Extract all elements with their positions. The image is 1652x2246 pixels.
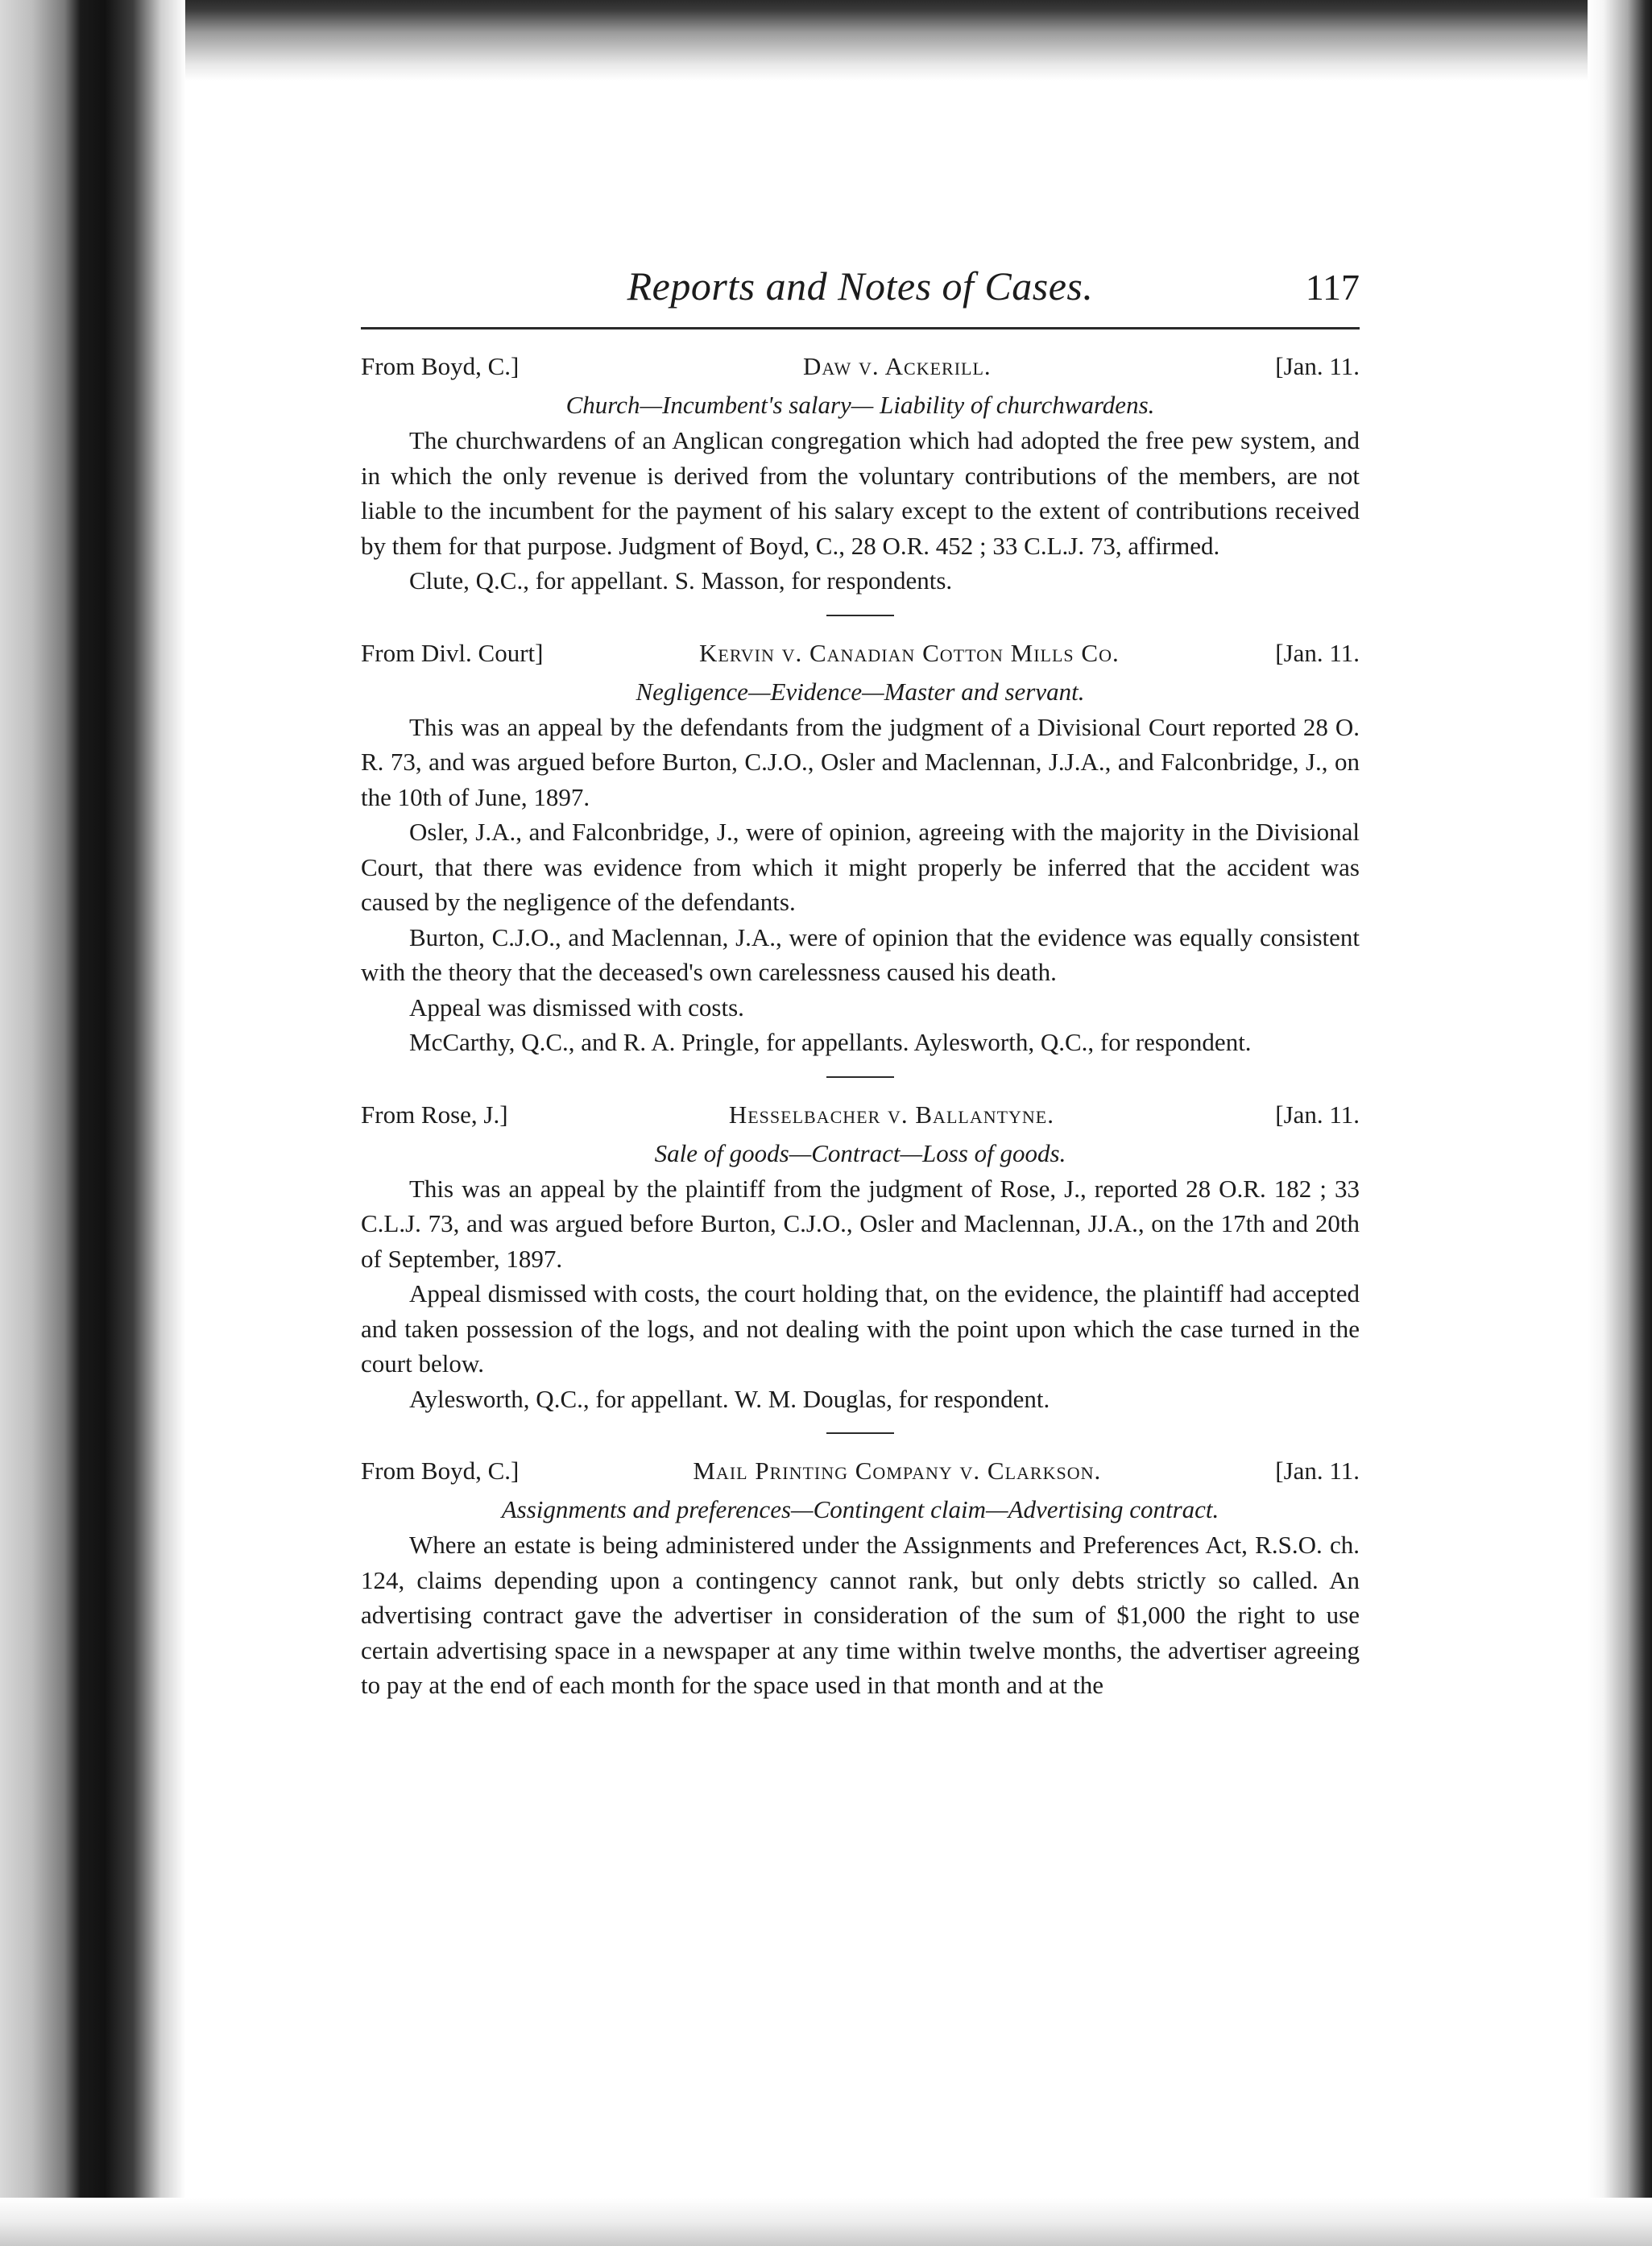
case-paragraph: Appeal was dismissed with costs. <box>409 992 744 1021</box>
case-paragraph: The churchwardens of an Anglican congregation which had adopted the free pew system, and in which the only revenue is derived from the voluntary contributions of the members, are not liable to the incumbent for the payment of his salary except to the extent of contributions received by them for that purpose. Judgment of Boyd, C., 28 O.R. 452 ; 33 C.L.J. 73, affirmed. <box>361 426 1360 560</box>
scan-shadow-right <box>1588 0 1652 2246</box>
scan-shadow-left <box>0 0 185 2246</box>
case-name: Hesselbacher v. Ballantyne. <box>728 1100 1054 1129</box>
case-paragraph: Osler, J.A., and Falconbridge, J., were of opinion, agreeing with the majority in the Divisional Court, that there was evidence from which it might properly be inferred that the accident was caused by the negligence of the defendants. <box>361 818 1360 916</box>
case-court: From Boyd, C.] <box>361 1457 520 1485</box>
document-page <box>361 258 1360 1703</box>
case-court: From Divl. Court] <box>361 638 544 667</box>
case-court: From Rose, J.] <box>361 1100 508 1129</box>
page-number: 117 <box>1305 267 1360 308</box>
case-entry <box>361 352 1360 599</box>
case-subject: Sale of goods—Contract—Loss of goods. <box>654 1138 1066 1167</box>
case-date: [Jan. 11. <box>1275 1457 1360 1485</box>
running-header <box>361 258 1360 329</box>
case-subject: Negligence—Evidence—Master and servant. <box>636 677 1085 706</box>
case-court: From Boyd, C.] <box>361 352 520 380</box>
case-subject: Assignments and preferences—Contingent claim—Advertising contract. <box>501 1495 1219 1523</box>
case-date: [Jan. 11. <box>1275 352 1360 380</box>
case-entry <box>361 1100 1360 1417</box>
case-subject: Church—Incumbent's salary— Liability of churchwardens. <box>565 391 1155 419</box>
case-counsel: Clute, Q.C., for appellant. S. Masson, for respondents. <box>409 566 953 595</box>
section-divider <box>826 1076 894 1078</box>
case-paragraph: Burton, C.J.O., and Maclennan, J.A., were of opinion that the evidence was equally consistent with the theory that the deceased's own carelessness caused his death. <box>361 922 1360 986</box>
case-heading <box>361 639 1360 671</box>
case-paragraph: Appeal dismissed with costs, the court holding that, on the evidence, the plaintiff had accepted and taken possession of the logs, and not dealing with the point upon which the case turned in the court below. <box>361 1279 1360 1378</box>
section-divider <box>826 615 894 616</box>
case-name: Daw v. Ackerill. <box>802 352 992 380</box>
case-date: [Jan. 11. <box>1275 1100 1360 1129</box>
case-heading <box>361 1100 1360 1133</box>
case-name: Mail Printing Company v. Clarkson. <box>693 1457 1102 1485</box>
scan-shadow-bottom <box>0 2198 1652 2246</box>
section-divider <box>826 1432 894 1434</box>
case-paragraph: Where an estate is being administered under the Assignments and Preferences Act, R.S.O. ch. 124, claims depending upon a contingency cannot rank, but only debts strictly so called. An advertising contract gave the advertiser in consideration of the sum of $1,000 the right to use certain advertising space in a newspaper at any time within twelve months, the advertiser agreeing to pay at the end of each month for the space used in that month and at the <box>361 1531 1360 1699</box>
case-counsel: Aylesworth, Q.C., for appellant. W. M. Douglas, for respondent. <box>409 1384 1050 1413</box>
case-entry <box>361 639 1360 1060</box>
scan-shadow-top <box>0 0 1652 81</box>
case-name: Kervin v. Canadian Cotton Mills Co. <box>699 638 1120 667</box>
case-heading <box>361 1457 1360 1489</box>
case-date: [Jan. 11. <box>1275 638 1360 667</box>
case-counsel: McCarthy, Q.C., and R. A. Pringle, for appellants. Aylesworth, Q.C., for respondent. <box>409 1028 1252 1056</box>
case-heading <box>361 352 1360 384</box>
page-title: Reports and Notes of Cases. <box>627 263 1094 309</box>
case-entry <box>361 1457 1360 1703</box>
case-paragraph: This was an appeal by the plaintiff from the judgment of Rose, J., reported 28 O.R. 182 ; 33 C.L.J. 73, and was argued before Burton, C.J.O., Osler and Maclennan, JJ.A., on the 17th and 20th of September, 1897. <box>361 1174 1360 1273</box>
case-paragraph: This was an appeal by the defendants from the judgment of a Divisional Court reported 28 O. R. 73, and was argued before Burton, C.J.O., Osler and Maclennan, J.J.A., and Falconbridge, J., on the 10th of June, 1897. <box>361 712 1360 811</box>
